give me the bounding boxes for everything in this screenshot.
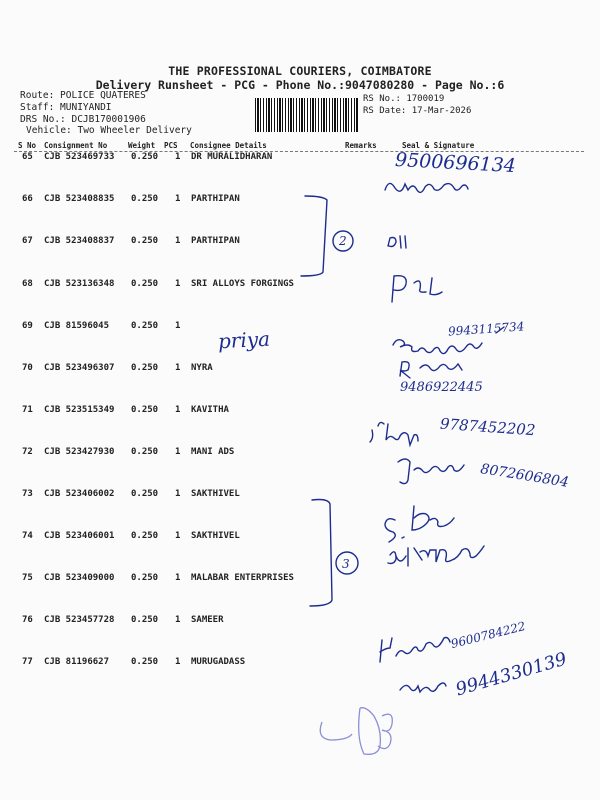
serial-number: 66 bbox=[22, 194, 33, 204]
faint-stamp-mark bbox=[320, 708, 392, 755]
handwritten-phone-71: 9787452202 bbox=[439, 414, 536, 440]
weight-value: 0.250 bbox=[131, 489, 159, 499]
pieces-count: 1 bbox=[175, 152, 181, 162]
handwritten-phone-76: 9600784222 bbox=[449, 618, 527, 652]
pieces-count: 1 bbox=[175, 279, 181, 289]
col-consignee: Consignee Details bbox=[190, 141, 267, 150]
handwritten-phone-69: 9943115734 bbox=[447, 319, 525, 339]
consignment-number: CJB 81196627 bbox=[44, 657, 110, 667]
weight-value: 0.250 bbox=[131, 615, 159, 625]
pieces-count: 1 bbox=[175, 489, 181, 499]
consignee-name: SAMEER bbox=[191, 615, 224, 625]
pieces-count: 1 bbox=[175, 321, 181, 331]
rs-number: RS No.: 1700019 bbox=[363, 94, 445, 104]
company-title: THE PROFESSIONAL COURIERS, COIMBATORE bbox=[168, 64, 432, 78]
serial-number: 73 bbox=[22, 489, 33, 499]
route-label: Route: POLICE QUATERES bbox=[20, 90, 146, 101]
pieces-count: 1 bbox=[175, 236, 181, 246]
consignment-number: CJB 523136348 bbox=[44, 279, 115, 289]
runsheet-subtitle: Delivery Runsheet - PCG - Phone No.:9047080280 - Page No.:6 bbox=[95, 78, 505, 92]
weight-value: 0.250 bbox=[131, 447, 159, 457]
serial-number: 68 bbox=[22, 279, 33, 289]
pieces-count: 1 bbox=[175, 531, 181, 541]
weight-value: 0.250 bbox=[131, 194, 159, 204]
consignee-name: PARTHIPAN bbox=[191, 194, 240, 204]
serial-number: 70 bbox=[22, 363, 33, 373]
serial-number: 65 bbox=[22, 152, 33, 162]
pieces-count: 1 bbox=[175, 573, 181, 583]
consignment-number: CJB 523409000 bbox=[44, 573, 115, 583]
serial-number: 69 bbox=[22, 321, 33, 331]
weight-value: 0.250 bbox=[131, 152, 159, 162]
consignee-name: SRI ALLOYS FORGINGS bbox=[191, 279, 294, 289]
weight-value: 0.250 bbox=[131, 321, 159, 331]
consignment-number: CJB 523496307 bbox=[44, 363, 115, 373]
weight-value: 0.250 bbox=[131, 279, 159, 289]
serial-number: 67 bbox=[22, 236, 33, 246]
weight-value: 0.250 bbox=[131, 405, 159, 415]
consignment-number: CJB 523406002 bbox=[44, 489, 115, 499]
weight-value: 0.250 bbox=[131, 657, 159, 667]
consignee-name: MANI ADS bbox=[191, 447, 235, 457]
pieces-count: 1 bbox=[175, 657, 181, 667]
consignment-number: CJB 523406001 bbox=[44, 531, 115, 541]
col-consignment: Consignment No bbox=[44, 141, 108, 150]
handwritten-phone-77: 9944330139 bbox=[453, 648, 570, 701]
pieces-count: 1 bbox=[175, 405, 181, 415]
col-sno: S No bbox=[18, 141, 37, 150]
col-remarks: Remarks bbox=[345, 141, 377, 150]
rs-date: RS Date: 17-Mar-2026 bbox=[363, 106, 472, 116]
pieces-count: 1 bbox=[175, 615, 181, 625]
handwritten-phone-72: 8072606804 bbox=[479, 461, 570, 491]
weight-value: 0.250 bbox=[131, 236, 159, 246]
consignment-number: CJB 523469733 bbox=[44, 152, 115, 162]
consignee-name: NYRA bbox=[191, 363, 213, 373]
handwritten-phone-65: 9500696134 bbox=[394, 148, 517, 178]
bracket-label-2: 2 bbox=[339, 234, 347, 248]
consignee-name: SAKTHIVEL bbox=[191, 489, 240, 499]
handwritten-name-69: priya bbox=[217, 326, 271, 354]
consignee-name: PARTHIPAN bbox=[191, 236, 240, 246]
consignment-number: CJB 523457728 bbox=[44, 615, 115, 625]
col-pcs: PCS bbox=[164, 141, 178, 150]
col-weight: Weight bbox=[128, 141, 156, 150]
consignment-number: CJB 523427930 bbox=[44, 447, 115, 457]
pieces-count: 1 bbox=[175, 447, 181, 457]
consignment-number: CJB 523515349 bbox=[44, 405, 115, 415]
handwritten-phone-70: 9486922445 bbox=[400, 380, 483, 395]
pieces-count: 1 bbox=[175, 194, 181, 204]
pieces-count: 1 bbox=[175, 363, 181, 373]
consignee-name: SAKTHIVEL bbox=[191, 531, 240, 541]
drs-label: DRS No.: DCJB170001906 bbox=[20, 114, 146, 125]
consignment-number: CJB 523408837 bbox=[44, 236, 115, 246]
serial-number: 74 bbox=[22, 531, 33, 541]
consignee-name: DR MURALIDHARAN bbox=[191, 152, 273, 162]
vehicle-label: Vehicle: Two Wheeler Delivery bbox=[26, 125, 192, 136]
consignment-number: CJB 523408835 bbox=[44, 194, 115, 204]
staff-label: Staff: MUNIYANDI bbox=[20, 102, 112, 113]
serial-number: 71 bbox=[22, 405, 33, 415]
col-seal-signature: Seal & Signature bbox=[402, 141, 475, 150]
serial-number: 76 bbox=[22, 615, 33, 625]
bracket-label-3: 3 bbox=[342, 557, 350, 571]
consignee-name: KAVITHA bbox=[191, 405, 229, 415]
serial-number: 75 bbox=[22, 573, 33, 583]
consignment-number: CJB 81596045 bbox=[44, 321, 110, 331]
consignee-name: MURUGADASS bbox=[191, 657, 246, 667]
weight-value: 0.250 bbox=[131, 363, 159, 373]
serial-number: 72 bbox=[22, 447, 33, 457]
serial-number: 77 bbox=[22, 657, 33, 667]
consignee-name: MALABAR ENTERPRISES bbox=[191, 573, 294, 583]
weight-value: 0.250 bbox=[131, 531, 159, 541]
weight-value: 0.250 bbox=[131, 573, 159, 583]
